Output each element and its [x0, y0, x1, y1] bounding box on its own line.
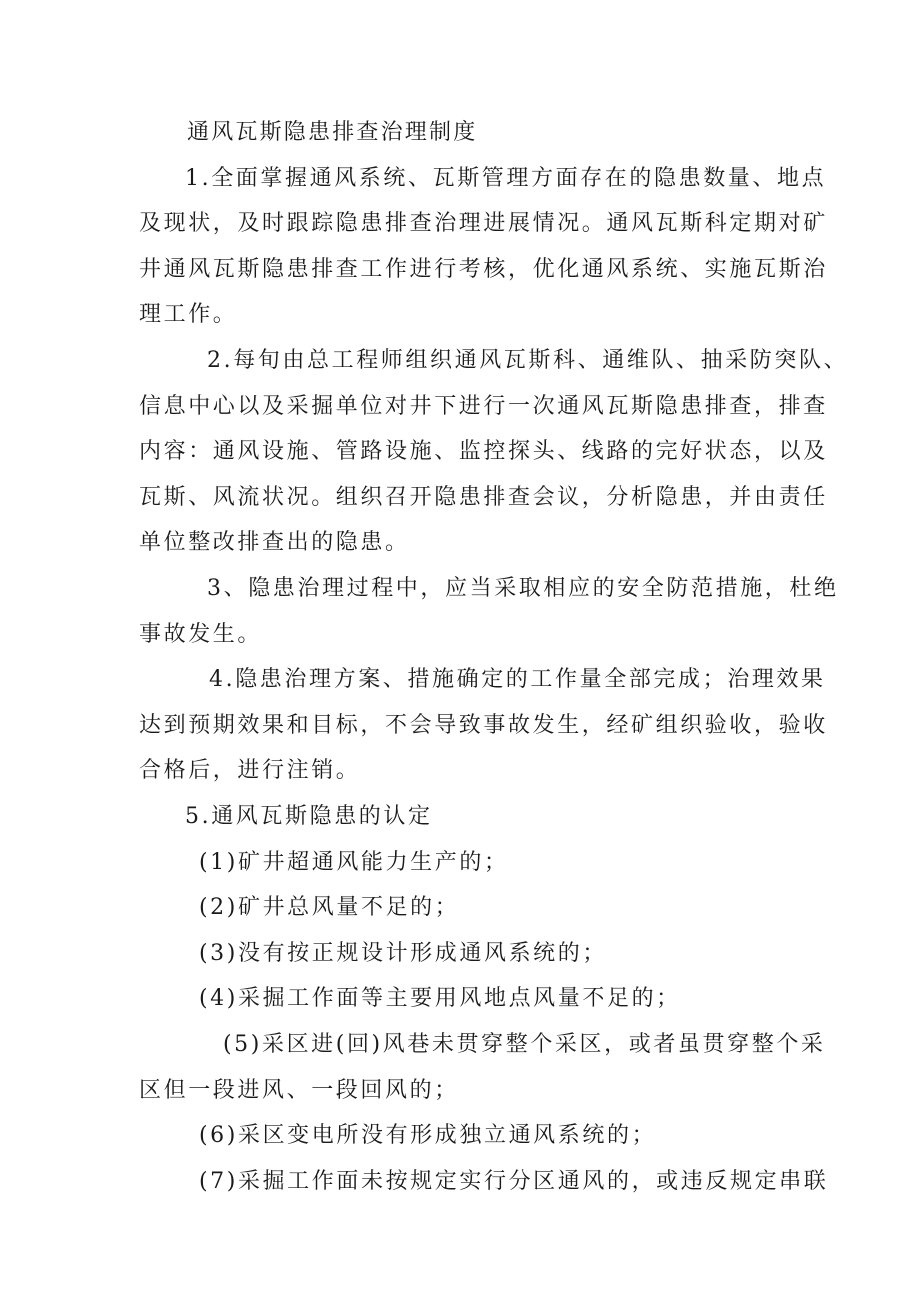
- paragraph-line: 理工作。: [139, 302, 238, 327]
- paragraph-line: 2.每旬由总工程师组织通风瓦斯科、通维队、抽采防突队、: [207, 348, 849, 373]
- list-item: (7)采掘工作面未按规定实行分区通风的，或违反规定串联: [199, 1169, 829, 1194]
- paragraph-line: 1.全面掌握通风系统、瓦斯管理方面存在的隐患数量、地点: [185, 166, 827, 191]
- paragraph-line: 信息中心以及采掘单位对井下进行一次通风瓦斯隐患排查，排查: [139, 394, 828, 419]
- section-heading: 5.通风瓦斯隐患的认定: [185, 804, 433, 829]
- paragraph-line: 井通风瓦斯隐患排查工作进行考核，优化通风系统、实施瓦斯治: [139, 257, 828, 282]
- paragraph-line: 事故发生。: [139, 622, 263, 647]
- paragraph-line: 达到预期效果和目标，不会导致事故发生，经矿组织验收，验收: [139, 713, 828, 738]
- document-title: 通风瓦斯隐患排查治理制度: [187, 120, 478, 145]
- list-item: (4)采掘工作面等主要用风地点风量不足的；: [199, 986, 681, 1011]
- list-item: (3)没有按正规设计形成通风系统的；: [199, 941, 607, 966]
- paragraph-line: 及现状，及时跟踪隐患排查治理进展情况。通风瓦斯科定期对矿: [139, 211, 828, 236]
- list-item-continuation: 区但一段进风、一段回风的；: [139, 1078, 459, 1103]
- paragraph-line: 单位整改排查出的隐患。: [139, 530, 410, 555]
- paragraph-line: 瓦斯、风流状况。组织召开隐患排查会议，分析隐患，并由责任: [139, 485, 828, 510]
- paragraph-line: 3、隐患治理过程中，应当采取相应的安全防范措施，杜绝: [207, 576, 839, 601]
- paragraph-line: 合格后，进行注销。: [139, 758, 361, 783]
- list-item: (1)矿井超通风能力生产的；: [199, 850, 509, 875]
- list-item: (2)矿井总风量不足的；: [199, 895, 460, 920]
- list-item: (5)采区进(回)风巷未贯穿整个采区，或者虽贯穿整个采: [223, 1032, 826, 1057]
- paragraph-line: 内容：通风设施、管路设施、监控探头、线路的完好状态，以及: [139, 439, 828, 464]
- list-item: (6)采区变电所没有形成独立通风系统的；: [199, 1123, 657, 1148]
- paragraph-line: 4.隐患治理方案、措施确定的工作量全部完成；治理效果: [209, 667, 826, 692]
